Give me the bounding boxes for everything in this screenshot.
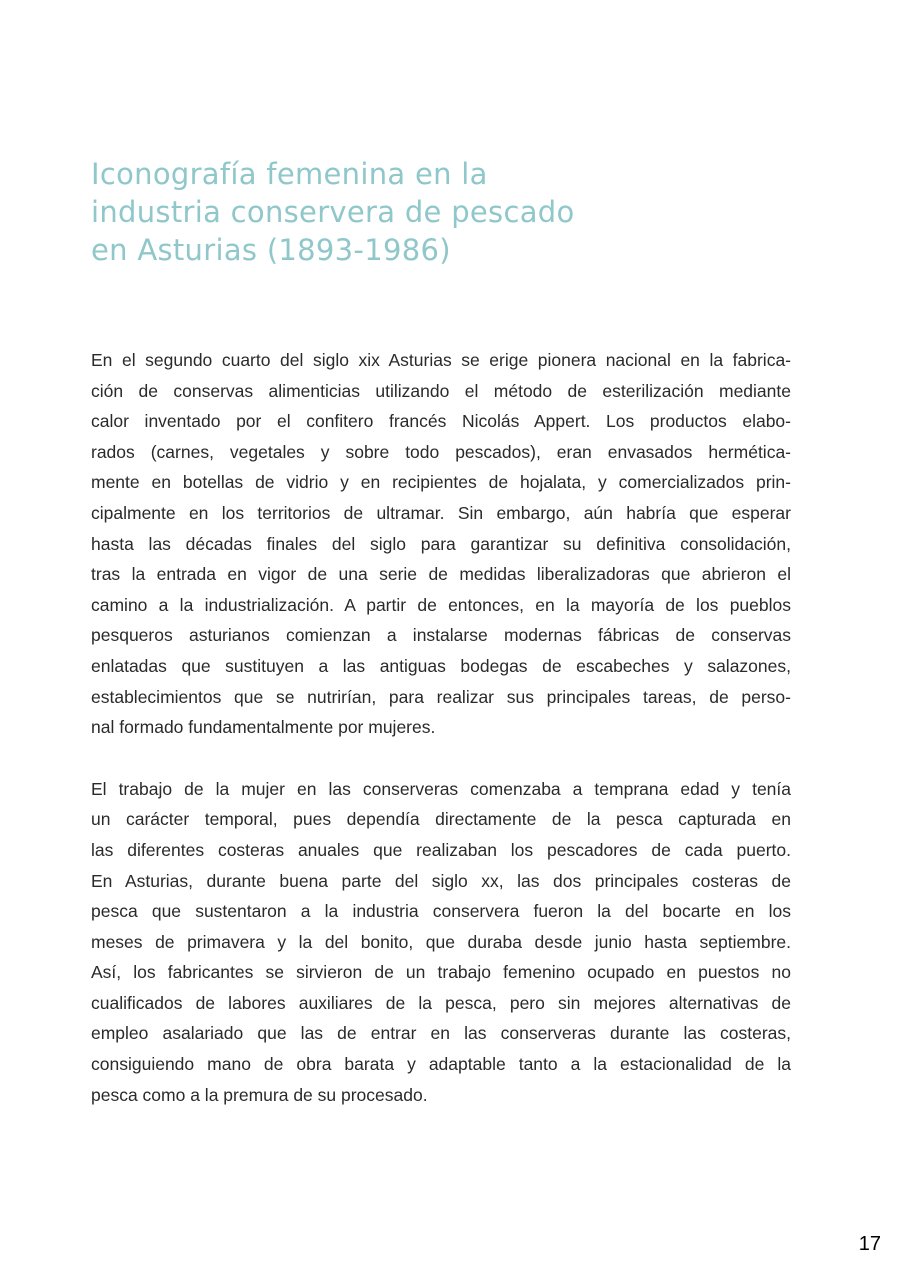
text-line: En el segundo cuarto del siglo xix Asturias se erige pionera nacional en la fabrica- (91, 350, 791, 370)
paragraph-1 (91, 345, 791, 743)
text-line: El trabajo de la mujer en las conserveras comenzaba a temprana edad y tenía (91, 778, 791, 799)
page-number: 17 (858, 1233, 881, 1255)
title-line: en Asturias (1893-1986) (91, 233, 451, 267)
text-line: tras la entrada en vigor de una serie de medidas liberalizadoras que abrieron el (91, 564, 791, 585)
text-line: ción de conservas alimenticias utilizando el método de esterilización mediante (91, 380, 791, 401)
text-line: cipalmente en los territorios de ultramar. Sin embargo, aún habría que esperar (91, 502, 791, 523)
text-line: pesca como a la premura de su procesado. (91, 1084, 428, 1105)
text-line: mente en botellas de vidrio y en recipientes de hojalata, y comercializados prin- (91, 472, 791, 493)
text-line: Así, los fabricantes se sirvieron de un trabajo femenino ocupado en puestos no (91, 962, 791, 983)
title-line: industria conservera de pescado (91, 195, 575, 229)
text-line: empleo asalariado que las de entrar en las conserveras durante las costeras, (91, 1023, 791, 1044)
text-line: un carácter temporal, pues dependía directamente de la pesca capturada en (91, 809, 791, 830)
text-line: rados (carnes, vegetales y sobre todo pescados), eran envasados herméticа- (91, 441, 791, 462)
text-line: establecimientos que se nutrirían, para realizar sus principales tareas, de perso- (91, 686, 791, 707)
text-line: meses de primavera y la del bonito, que duraba desde junio hasta septiembre. (91, 931, 791, 952)
text-line: En Asturias, durante buena parte del siglo xx, las dos principales costeras de (91, 870, 791, 891)
paragraph-2 (91, 774, 791, 1111)
title-line: Iconografía femenina en la (91, 157, 488, 191)
body-text (91, 345, 791, 1110)
text-line: enlatadas que sustituyen a las antiguas bodegas de escabeches y salazones, (91, 655, 791, 676)
page-title (91, 155, 651, 269)
text-line: cualificados de labores auxiliares de la pesca, pero sin mejores alternativas de (91, 992, 791, 1013)
text-line: consiguiendo mano de obra barata y adaptable tanto a la estacionalidad de la (91, 1054, 791, 1075)
text-line: pesqueros asturianos comienzan a instalarse modernas fábricas de conservas (91, 625, 791, 646)
text-line: camino a la industrialización. A partir de entonces, en la mayoría de los pueblos (91, 594, 791, 615)
text-line: calor inventado por el confitero francés Nicolás Appert. Los productos elabo- (91, 411, 791, 432)
text-line: pesca que sustentaron a la industria conservera fueron la del bocarte en los (91, 901, 791, 922)
text-line: nal formado fundamentalmente por mujeres. (91, 717, 436, 738)
text-line: las diferentes costeras anuales que realizaban los pescadores de cada puerto. (91, 839, 791, 860)
text-line: hasta las décadas finales del siglo para garantizar su definitiva consolidación, (91, 533, 791, 554)
